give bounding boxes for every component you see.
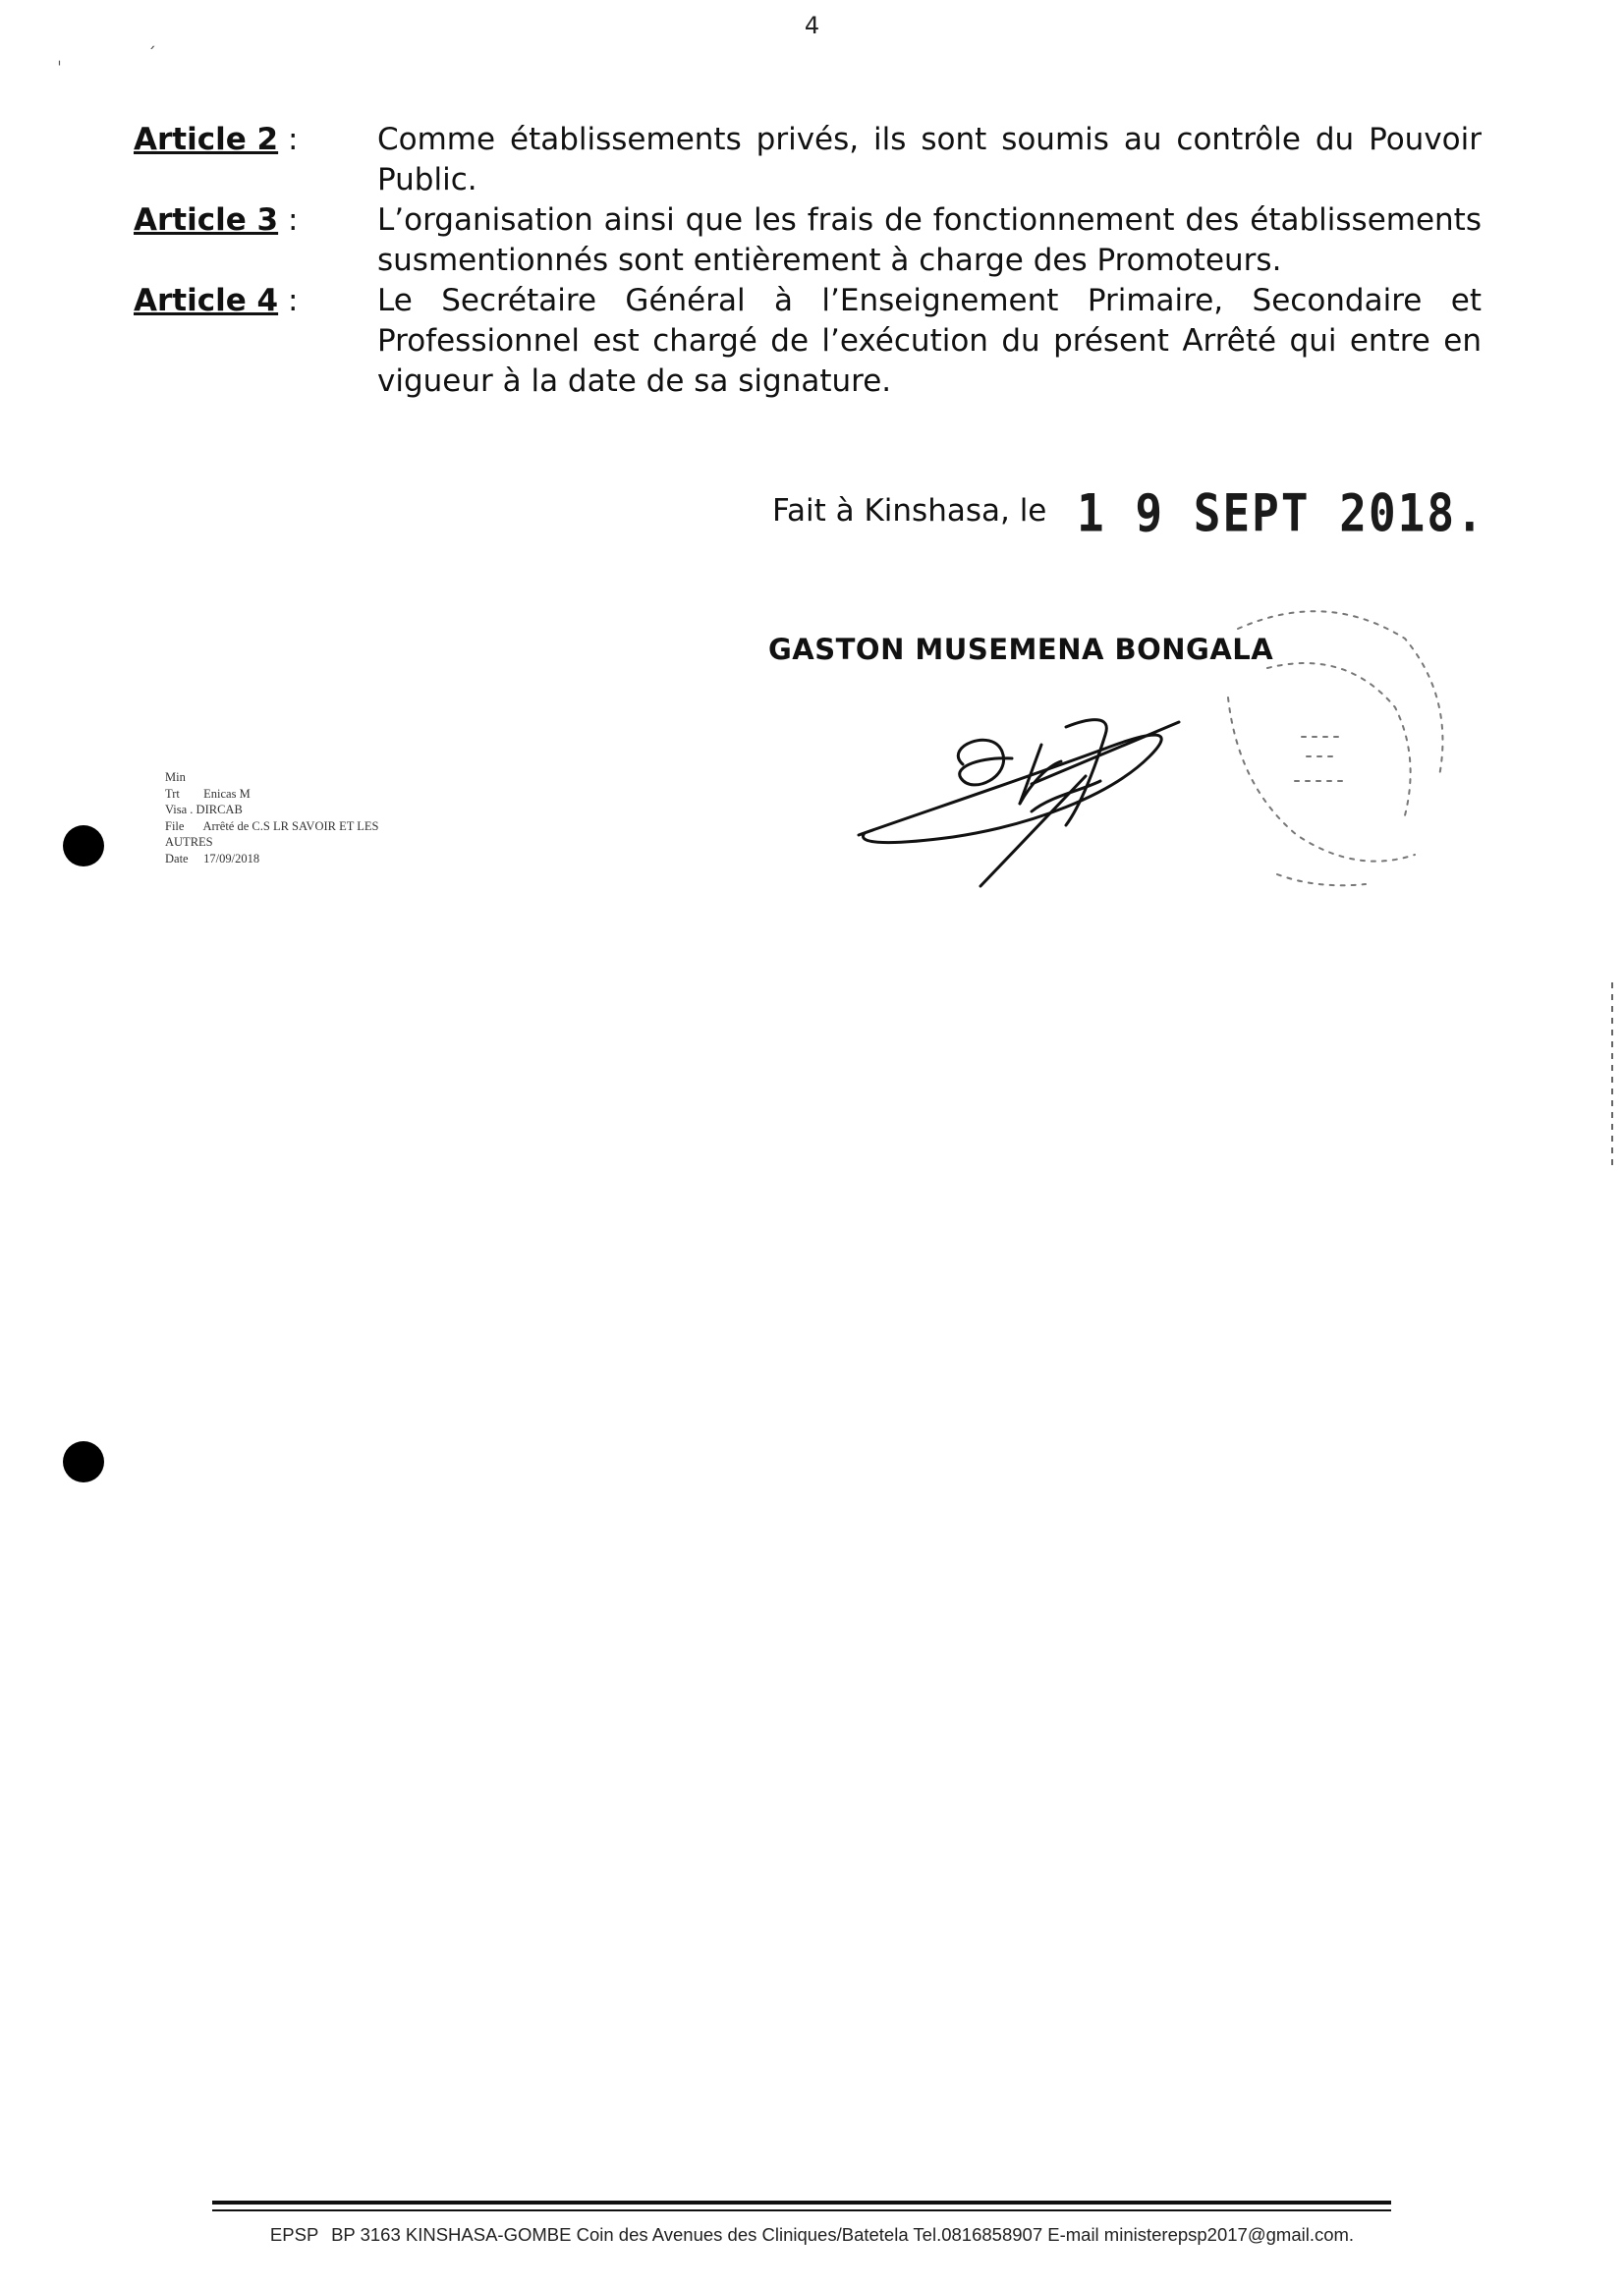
file-reference-block [165, 769, 378, 866]
file-trt-label: Trt [165, 786, 180, 801]
article-text: Le Secrétaire Général à l’Enseignement Primaire, Secondaire et Professionnel est chargé de l’exécution du présent Arrêté qui entre en vigueur à la date de sa signature. [377, 283, 1482, 399]
article-colon: : [278, 202, 299, 238]
punch-hole [63, 1441, 104, 1482]
article-text: Comme établissements privés, ils sont soumis au contrôle du Pouvoir Public. [377, 122, 1482, 197]
file-date-row [165, 851, 378, 867]
scan-speck: ˏ [147, 29, 156, 50]
scan-edge-mark [1611, 982, 1613, 1169]
article-number: Article 3 [134, 202, 279, 238]
place-and-date-line: Fait à Kinshasa, le [772, 493, 1047, 529]
file-date: 17/09/2018 [203, 851, 260, 865]
article-3 [134, 200, 1482, 281]
footer-contact: BP 3163 KINSHASA-GOMBE Coin des Avenues des Cliniques/Batetela Tel.0816858907 E-mail ministerepsp2017@gmail.com. [331, 2224, 1355, 2245]
file-name-continued: AUTRES [165, 835, 213, 849]
article-label [134, 120, 377, 160]
footer-address [0, 2224, 1624, 2246]
file-trt: Enicas M [203, 786, 251, 801]
file-trt-row [165, 786, 378, 803]
footer-rule [212, 2209, 1391, 2211]
file-visa-label: Visa [165, 803, 188, 816]
article-colon: : [278, 283, 299, 318]
file-date-label: Date [165, 851, 189, 865]
file-name-label: File [165, 818, 185, 833]
article-text: L’organisation ainsi que les frais de fonctionnement des établissements susmentionnés sont entièrement à charge des Promoteurs. [377, 202, 1482, 278]
article-number: Article 4 [134, 283, 279, 318]
footer-rule [212, 2201, 1391, 2205]
scan-speck: ˌ [57, 47, 62, 68]
punch-hole [63, 825, 104, 866]
file-name-row [165, 818, 378, 835]
footer-org: EPSP [269, 2224, 318, 2245]
article-2 [134, 120, 1482, 200]
file-visa-row [165, 802, 378, 818]
file-visa: . DIRCAB [190, 803, 243, 816]
page-number: 4 [804, 12, 820, 39]
article-4 [134, 281, 1482, 402]
article-colon: : [278, 122, 299, 157]
handwritten-signature [855, 688, 1287, 914]
article-number: Article 2 [134, 122, 279, 157]
file-name: Arrêté de C.S LR SAVOIR ET LES [202, 818, 379, 833]
article-label [134, 200, 377, 241]
articles-list [134, 120, 1482, 402]
signatory-name: GASTON MUSEMENA BONGALA [768, 633, 1274, 666]
article-label [134, 281, 377, 321]
date-stamp: 1 9 SEPT 2018. [1077, 481, 1485, 544]
file-min: Min [165, 770, 186, 784]
